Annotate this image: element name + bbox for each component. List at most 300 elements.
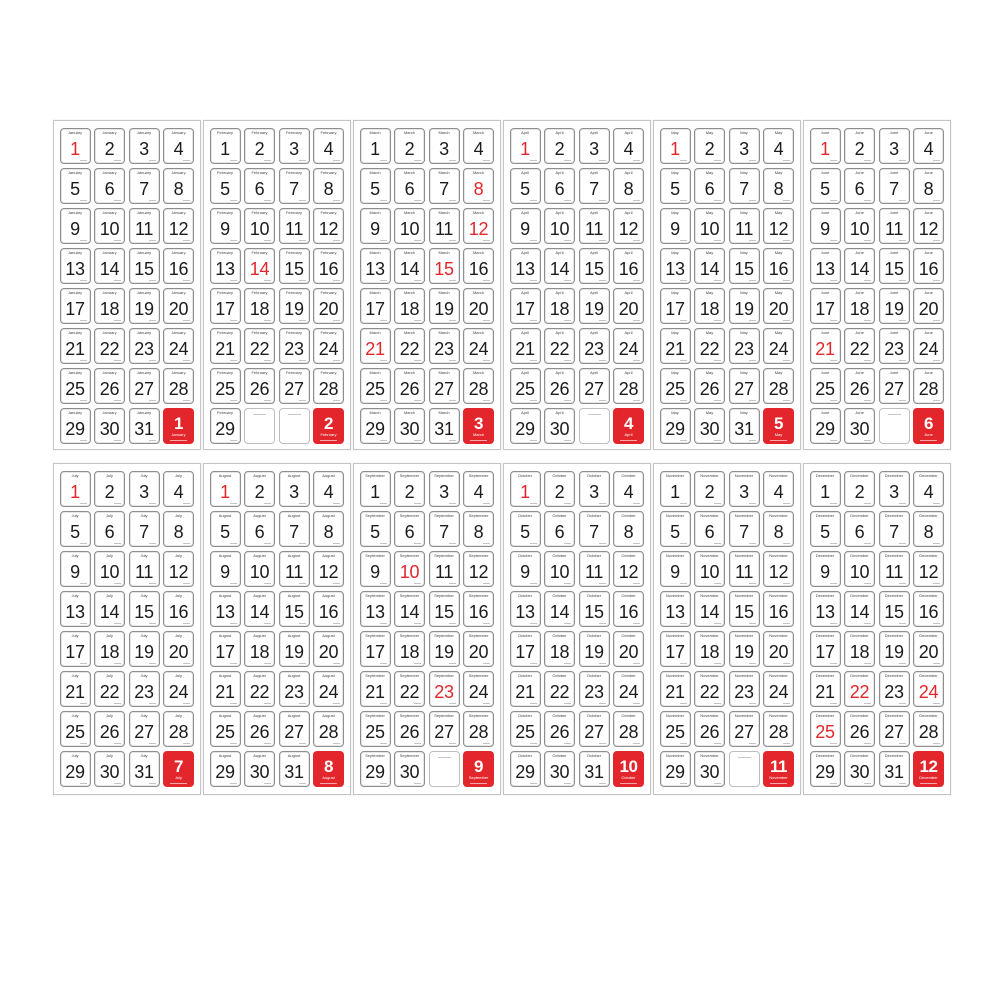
tile-month-label: April [624,251,633,255]
day-number: 28 [918,722,939,742]
day-tile [60,288,91,324]
day-tile [394,711,425,747]
day-tile [913,288,944,324]
tile-month-label: November [665,594,685,598]
tile-footer-mark [380,623,387,624]
tile-month-label: March [369,251,381,255]
day-tile [360,328,391,364]
day-tile [394,248,425,284]
tile-month-label: February [216,331,233,335]
tile-footer-mark [80,663,87,664]
day-tile [913,208,944,244]
tile-month-label: October [552,634,567,638]
day-number: 4 [173,139,184,159]
day-tile [729,408,760,444]
day-number: 27 [884,722,904,742]
day-tile [313,368,344,404]
day-number: 30 [99,419,120,439]
tile-footer-mark [114,160,121,161]
day-number: 29 [65,762,85,782]
month-badge-label: December [919,775,938,780]
tile-month-label: July [71,514,79,518]
day-number: 6 [404,179,415,199]
day-tile [163,671,194,707]
day-tile [810,328,841,364]
day-tile [810,408,841,444]
month-badge-tile [163,408,194,444]
tile-month-label: October [552,554,567,558]
month-panel-october [503,463,651,795]
day-tile [694,511,725,547]
day-tile [810,511,841,547]
day-number: 15 [884,259,904,279]
tile-month-label: September [434,674,454,678]
tile-footer-mark [830,623,837,624]
tile-month-label: April [520,251,529,255]
tile-month-label: July [71,754,79,758]
day-tile [394,511,425,547]
day-tile [810,208,841,244]
tile-month-label: September [399,474,420,478]
tile-footer-mark [414,400,421,401]
blank-tile-line [588,414,601,415]
tile-month-label: June [855,291,864,295]
day-number: 14 [399,259,420,279]
day-number: 13 [665,602,685,622]
tile-month-label: February [251,131,268,135]
tile-month-label: March [369,331,381,335]
day-tile [94,551,125,587]
tile-footer-mark [380,663,387,664]
day-number: 7 [439,522,449,542]
day-tile [463,168,494,204]
day-tile [660,248,691,284]
tile-month-label: November [769,554,788,558]
day-number: 26 [399,722,420,742]
day-number: 9 [70,219,80,239]
tile-footer-mark [264,783,271,784]
day-tile [94,751,125,787]
day-number: 18 [699,642,720,662]
day-tile [613,288,644,324]
day-tile [660,408,691,444]
day-tile [429,208,460,244]
tile-month-label: April [624,371,633,375]
day-number: 29 [515,419,535,439]
tile-footer-mark [899,160,906,161]
tile-month-label: August [218,474,232,478]
day-tile [429,671,460,707]
day-tile [579,471,610,507]
tile-month-label: November [734,474,754,478]
tile-footer-mark [830,360,837,361]
day-tile [313,671,344,707]
tile-month-label: July [105,474,114,478]
tile-month-label: November [734,714,754,718]
day-number: 23 [584,682,604,702]
tile-month-label: May [740,411,748,415]
tile-footer-mark [149,503,156,504]
tile-month-label: May [705,411,714,415]
tile-month-label: January [171,251,186,255]
tile-footer-mark [414,543,421,544]
tile-month-label: March [369,131,381,135]
day-number: 20 [318,642,339,662]
day-tile [763,128,794,164]
tile-footer-mark [633,400,640,401]
day-tile [313,328,344,364]
blank-tile [279,408,310,444]
day-number: 15 [734,602,754,622]
day-tile [463,711,494,747]
tile-month-label: February [320,291,337,295]
day-number: 7 [289,179,299,199]
day-tile [394,671,425,707]
tile-footer-mark [749,440,756,441]
tile-month-label: November [665,514,685,518]
tile-month-label: July [105,634,114,638]
tile-footer-mark [864,240,871,241]
blank-tile [729,751,760,787]
day-tile [579,168,610,204]
tile-footer-mark [599,583,606,584]
tile-footer-mark [680,663,687,664]
tile-footer-mark [380,440,387,441]
tile-footer-mark [933,280,940,281]
tile-month-label: August [253,634,266,638]
day-number: 17 [215,299,235,319]
blank-tile-line [253,414,266,415]
day-number: 11 [134,562,154,582]
day-number: 29 [65,419,85,439]
tile-footer-mark [830,320,837,321]
tile-footer-mark [680,743,687,744]
tile-month-label: October [586,634,602,638]
tile-month-label: September [365,634,385,638]
tile-month-label: June [924,371,933,375]
month-badge-label: February [320,432,337,437]
day-tile [244,751,275,787]
tile-month-label: January [136,371,152,375]
day-tile [360,168,391,204]
day-tile [694,408,725,444]
tile-footer-mark [599,360,606,361]
tile-month-label: October [517,634,533,638]
tile-footer-mark [114,663,121,664]
day-tile [510,711,541,747]
tile-month-label: July [105,714,114,718]
day-tile [279,471,310,507]
day-tile [544,751,575,787]
day-tile [763,288,794,324]
tile-month-label: May [671,251,679,255]
day-tile [94,671,125,707]
tile-month-label: October [552,474,567,478]
blank-tile [244,408,275,444]
day-number: 20 [768,642,789,662]
day-tile [879,368,910,404]
tile-month-label: August [253,754,266,758]
tile-month-label: July [105,594,114,598]
tile-footer-mark [183,240,190,241]
day-number: 15 [734,259,754,279]
tile-month-label: January [102,371,117,375]
day-number: 21 [665,682,685,702]
day-tile [394,168,425,204]
tile-footer-mark [899,583,906,584]
tile-month-label: November [734,554,754,558]
day-tile [394,551,425,587]
day-tile [94,711,125,747]
tile-footer-mark [680,440,687,441]
tile-footer-mark [80,320,87,321]
day-number: 9 [520,219,530,239]
tile-footer-mark [483,240,490,241]
day-tile [210,248,241,284]
tile-footer-mark [933,543,940,544]
tile-footer-mark [783,543,790,544]
tile-month-label: August [218,634,232,638]
tile-month-label: March [369,371,381,375]
day-number: 27 [284,379,304,399]
tile-month-label: February [251,211,268,215]
tile-month-label: September [434,554,454,558]
day-tile [729,631,760,667]
tile-month-label: October [552,754,567,758]
tile-month-label: June [889,211,899,215]
tile-footer-mark [933,200,940,201]
tile-month-label: October [586,514,602,518]
day-tile [660,471,691,507]
day-number: 8 [323,179,334,199]
tile-footer-mark [933,160,940,161]
tile-month-label: October [552,674,567,678]
day-tile [544,248,575,284]
day-tile [510,408,541,444]
tile-footer-mark [783,503,790,504]
tile-month-label: April [589,371,598,375]
day-number: 20 [318,299,339,319]
tile-footer-mark [230,543,237,544]
tile-footer-mark [264,743,271,744]
tile-footer-mark [530,200,537,201]
tile-month-label: June [820,291,830,295]
tile-month-label: June [889,171,899,175]
tile-footer-mark [633,663,640,664]
tile-month-label: December [850,674,869,678]
day-tile [763,711,794,747]
tile-month-label: November [665,554,685,558]
tile-month-label: May [671,291,679,295]
tile-footer-mark [830,703,837,704]
day-tile [94,328,125,364]
day-tile [463,671,494,707]
day-number: 5 [520,179,530,199]
tile-month-label: April [520,411,529,415]
tile-footer-mark [680,320,687,321]
day-number: 17 [665,299,685,319]
tile-footer-mark [680,400,687,401]
day-number: 24 [468,339,489,359]
tile-footer-mark [114,320,121,321]
day-number: 21 [215,682,235,702]
tile-footer-mark [380,400,387,401]
tile-footer-mark [449,280,456,281]
tile-month-label: February [251,171,268,175]
tile-footer-mark [830,440,837,441]
day-number: 10 [699,562,720,582]
badge-footer-mark [170,440,187,441]
tile-month-label: February [216,371,233,375]
tile-month-label: September [468,674,489,678]
tile-footer-mark [830,160,837,161]
tile-footer-mark [783,200,790,201]
day-tile [913,711,944,747]
day-tile [244,511,275,547]
tile-footer-mark [299,583,306,584]
day-number: 7 [739,522,749,542]
day-tile [210,168,241,204]
tile-footer-mark [449,503,456,504]
month-badge-label: August [322,775,335,780]
tile-footer-mark [564,663,571,664]
tile-footer-mark [599,503,606,504]
tile-footer-mark [380,360,387,361]
day-tile [613,511,644,547]
month-badge-tile [613,751,644,787]
tile-footer-mark [230,623,237,624]
day-tile [844,591,875,627]
day-tile [579,711,610,747]
day-number: 9 [370,219,380,239]
day-number: 28 [318,722,339,742]
day-tile [279,208,310,244]
sheet-row-top [53,120,951,450]
tile-month-label: November [734,674,754,678]
day-number: 21 [365,682,385,702]
tile-month-label: March [403,171,416,175]
day-number: 31 [434,419,454,439]
tile-month-label: November [700,474,719,478]
day-number: 11 [434,562,454,582]
tile-footer-mark [299,503,306,504]
day-number: 2 [254,482,265,502]
tile-month-label: October [552,514,567,518]
day-number: 17 [815,299,835,319]
tile-footer-mark [483,280,490,281]
day-number: 6 [404,522,415,542]
day-number: 12 [168,219,189,239]
day-number: 23 [284,339,304,359]
day-tile [244,631,275,667]
tile-footer-mark [564,543,571,544]
tile-month-label: May [705,211,714,215]
day-tile [729,168,760,204]
day-tile [429,471,460,507]
tile-month-label: July [71,594,79,598]
tile-month-label: July [71,554,79,558]
day-number: 20 [468,642,489,662]
tile-footer-mark [680,503,687,504]
tile-month-label: July [174,674,183,678]
day-tile [129,248,160,284]
day-number: 15 [584,602,604,622]
day-tile [544,128,575,164]
tile-month-label: December [919,674,938,678]
month-badge-label: January [171,432,186,437]
tile-month-label: August [322,674,335,678]
tile-footer-mark [830,200,837,201]
day-tile [729,671,760,707]
day-tile [510,551,541,587]
tile-footer-mark [714,400,721,401]
day-number: 26 [99,722,120,742]
day-number: 30 [249,762,270,782]
day-tile [810,751,841,787]
day-tile [394,208,425,244]
tile-month-label: December [815,594,835,598]
tile-month-label: July [140,634,148,638]
day-tile [694,288,725,324]
day-number: 5 [820,522,830,542]
day-number: 5 [820,179,830,199]
day-tile [129,328,160,364]
tile-month-label: April [589,211,598,215]
day-tile [613,128,644,164]
tile-month-label: February [320,371,337,375]
tile-month-label: November [665,634,685,638]
day-number: 16 [318,259,339,279]
tile-month-label: October [517,474,533,478]
day-tile [660,631,691,667]
day-number: 24 [618,682,639,702]
day-tile [810,168,841,204]
tile-month-label: January [67,371,83,375]
tile-month-label: December [815,514,835,518]
day-tile [60,591,91,627]
day-tile [244,128,275,164]
tile-month-label: September [399,754,420,758]
day-number: 26 [699,379,720,399]
day-number: 13 [665,259,685,279]
day-number: 25 [515,722,535,742]
day-tile [694,248,725,284]
day-number: 23 [734,682,754,702]
month-badge-tile [463,751,494,787]
tile-month-label: June [924,211,933,215]
day-tile [913,368,944,404]
day-number: 7 [439,179,449,199]
tile-month-label: April [520,371,529,375]
day-number: 27 [734,722,754,742]
day-tile [613,551,644,587]
day-tile [579,288,610,324]
day-tile [279,328,310,364]
day-number: 1 [520,139,530,159]
day-tile [279,248,310,284]
day-tile [613,671,644,707]
tile-footer-mark [380,503,387,504]
tile-footer-mark [933,623,940,624]
tile-footer-mark [80,583,87,584]
day-number: 21 [65,682,85,702]
tile-month-label: May [705,131,714,135]
tile-footer-mark [564,583,571,584]
tile-footer-mark [80,400,87,401]
tile-footer-mark [380,320,387,321]
day-tile [163,471,194,507]
tile-month-label: July [174,474,183,478]
